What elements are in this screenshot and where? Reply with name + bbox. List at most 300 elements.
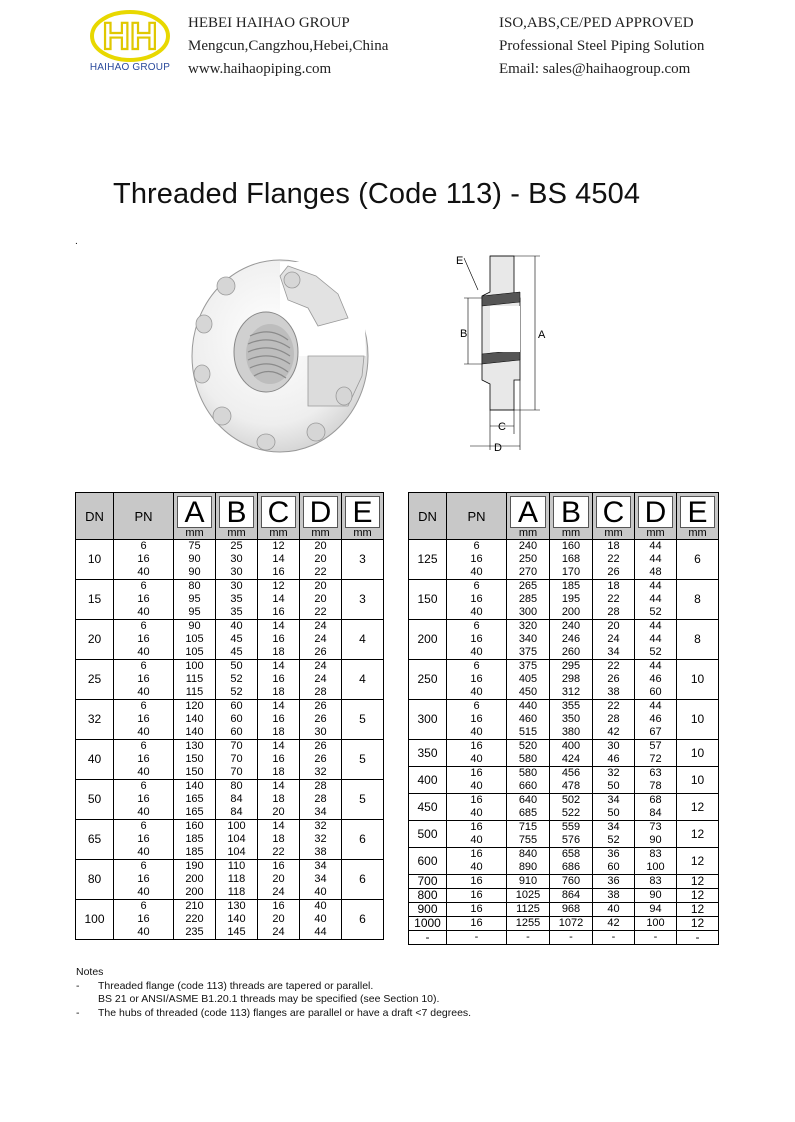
note-bullet: -: [76, 1006, 80, 1019]
company-logo: [88, 10, 172, 78]
table-row: [409, 767, 719, 781]
dimensions-table-right: [408, 492, 719, 945]
flange-3d-illustration: [188, 256, 372, 456]
cell-pn: 16: [447, 713, 507, 726]
cell-dn: 32: [76, 700, 114, 740]
cell-pn: 16: [114, 633, 174, 646]
cell-c: 14: [258, 593, 300, 606]
cell-b: 968: [550, 903, 593, 917]
table-row: [76, 846, 384, 860]
cell-pn: 6: [114, 620, 174, 634]
table-row: [76, 740, 384, 754]
cell-a: 375: [507, 660, 550, 674]
flange-section-drawing: [448, 250, 558, 460]
table-row: [409, 620, 719, 634]
cell-b: 168: [550, 553, 593, 566]
cell-pn: 40: [447, 753, 507, 767]
cell-pn: 16: [114, 833, 174, 846]
cell-e: 4: [342, 660, 384, 700]
cell-a: 140: [174, 780, 216, 794]
cell-d: 94: [635, 903, 677, 917]
cell-dn: 350: [409, 740, 447, 767]
cell-c: 36: [593, 875, 635, 889]
table-row: [76, 766, 384, 780]
cell-a: 405: [507, 673, 550, 686]
cell-d: 34: [300, 806, 342, 820]
cell-a: 890: [507, 861, 550, 875]
cell-c: 14: [258, 820, 300, 834]
cell-pn: 40: [114, 686, 174, 700]
cell-d: 28: [300, 686, 342, 700]
table-row: [76, 606, 384, 620]
note-text: BS 21 or ANSI/ASME B1.20.1 threads may be specified (see Section 10).: [98, 993, 440, 1006]
cell-c: 16: [258, 713, 300, 726]
cell-d: 38: [300, 846, 342, 860]
table-row: [76, 660, 384, 674]
table-row: [76, 553, 384, 566]
cell-b: 240: [550, 620, 593, 634]
cell-d: 28: [300, 780, 342, 794]
cell-pn: 16: [114, 673, 174, 686]
cell-d: 83: [635, 848, 677, 862]
cell-c: 20: [258, 873, 300, 886]
cell-dn: 500: [409, 821, 447, 848]
cell-b: 70: [216, 766, 258, 780]
cell-a: -: [507, 931, 550, 945]
cell-a: 150: [174, 753, 216, 766]
cell-pn: 16: [447, 821, 507, 835]
cell-d: -: [635, 931, 677, 945]
cell-pn: 16: [447, 889, 507, 903]
cell-dn: 900: [409, 903, 447, 917]
table-row: [76, 886, 384, 900]
logo-graphic: [88, 10, 172, 62]
cell-c: 16: [258, 900, 300, 914]
cell-c: -: [593, 931, 635, 945]
cell-pn: 16: [114, 873, 174, 886]
table-row: [409, 606, 719, 620]
cell-b: 52: [216, 686, 258, 700]
table-row: [76, 646, 384, 660]
cell-pn: 6: [114, 860, 174, 874]
cell-c: 24: [258, 886, 300, 900]
cell-c: 20: [258, 806, 300, 820]
cell-pn: 16: [447, 917, 507, 931]
table-row: [409, 713, 719, 726]
cell-pn: 40: [447, 606, 507, 620]
cell-c: 24: [593, 633, 635, 646]
table-row: [409, 821, 719, 835]
cell-pn: 40: [447, 861, 507, 875]
cell-a: 190: [174, 860, 216, 874]
cell-c: 22: [258, 846, 300, 860]
cell-c: 38: [593, 686, 635, 700]
cell-d: 32: [300, 820, 342, 834]
table-row: [409, 686, 719, 700]
cell-d: 26: [300, 713, 342, 726]
table-row: [76, 686, 384, 700]
cell-d: 40: [300, 886, 342, 900]
cell-b: 502: [550, 794, 593, 808]
cell-d: 28: [300, 793, 342, 806]
cell-dn: 80: [76, 860, 114, 900]
label-c: C: [498, 421, 506, 433]
cell-e: 10: [677, 660, 719, 700]
cell-b: 60: [216, 726, 258, 740]
cell-pn: 16: [447, 740, 507, 754]
cell-d: 48: [635, 566, 677, 580]
label-e: E: [456, 255, 464, 267]
table-row: [76, 566, 384, 580]
cell-d: 20: [300, 580, 342, 594]
cell-pn: -: [447, 931, 507, 945]
cell-d: 34: [300, 860, 342, 874]
cell-a: 715: [507, 821, 550, 835]
cell-d: 100: [635, 917, 677, 931]
company-website[interactable]: www.haihaopiping.com: [188, 61, 332, 77]
cell-c: 14: [258, 780, 300, 794]
table-row: [409, 646, 719, 660]
cell-dn: 450: [409, 794, 447, 821]
cell-b: 84: [216, 806, 258, 820]
header-d: D mm: [300, 493, 342, 540]
table-row: [409, 780, 719, 794]
note-text: Threaded flange (code 113) threads are tapered or parallel.: [98, 979, 374, 992]
cell-a: 640: [507, 794, 550, 808]
table-row: [409, 633, 719, 646]
cell-c: 46: [593, 753, 635, 767]
cell-b: 70: [216, 753, 258, 766]
cell-b: 298: [550, 673, 593, 686]
cell-c: 34: [593, 794, 635, 808]
cell-b: 295: [550, 660, 593, 674]
cell-c: 16: [258, 753, 300, 766]
note-item: [76, 980, 471, 994]
cell-a: 90: [174, 620, 216, 634]
label-a: A: [538, 329, 546, 341]
notes-section: [76, 966, 471, 1020]
cell-c: 14: [258, 553, 300, 566]
cell-d: 34: [300, 873, 342, 886]
cell-d: 83: [635, 875, 677, 889]
cell-d: 20: [300, 593, 342, 606]
table-row: [409, 726, 719, 740]
cell-d: 44: [635, 540, 677, 554]
cell-d: 46: [635, 713, 677, 726]
cell-a: 75: [174, 540, 216, 554]
cell-dn: 20: [76, 620, 114, 660]
cell-e: 10: [677, 740, 719, 767]
cell-a: 220: [174, 913, 216, 926]
table-row: [409, 566, 719, 580]
cell-a: 115: [174, 686, 216, 700]
cell-dn: 100: [76, 900, 114, 940]
cell-c: 34: [593, 646, 635, 660]
cell-d: 26: [300, 740, 342, 754]
cell-pn: 6: [447, 620, 507, 634]
cell-b: 380: [550, 726, 593, 740]
cell-c: 26: [593, 673, 635, 686]
cell-b: 84: [216, 793, 258, 806]
cell-d: 67: [635, 726, 677, 740]
cell-pn: 40: [114, 926, 174, 940]
header-c: C mm: [593, 493, 635, 540]
cell-pn: 16: [447, 794, 507, 808]
cell-a: 130: [174, 740, 216, 754]
cell-dn: -: [409, 931, 447, 945]
cell-c: 16: [258, 606, 300, 620]
cell-c: 22: [593, 660, 635, 674]
cell-pn: 6: [447, 660, 507, 674]
cell-a: 120: [174, 700, 216, 714]
cell-dn: 15: [76, 580, 114, 620]
header-c: C mm: [258, 493, 300, 540]
table-row: [409, 848, 719, 862]
header-a: A mm: [507, 493, 550, 540]
table-row: [76, 793, 384, 806]
cell-e: 3: [342, 580, 384, 620]
page-title: Threaded Flanges (Code 113) - BS 4504: [113, 178, 641, 210]
cell-b: 52: [216, 673, 258, 686]
cell-a: 375: [507, 646, 550, 660]
cell-c: 18: [258, 793, 300, 806]
table-row: [76, 900, 384, 914]
cell-b: 760: [550, 875, 593, 889]
cell-c: 22: [593, 553, 635, 566]
cell-a: 1125: [507, 903, 550, 917]
cell-pn: 6: [447, 540, 507, 554]
cell-b: 140: [216, 913, 258, 926]
cell-a: 270: [507, 566, 550, 580]
cell-d: 46: [635, 673, 677, 686]
cell-a: 755: [507, 834, 550, 848]
cell-c: 18: [258, 646, 300, 660]
cell-dn: 400: [409, 767, 447, 794]
cell-pn: 16: [447, 848, 507, 862]
cell-b: 50: [216, 660, 258, 674]
cell-b: 1072: [550, 917, 593, 931]
cell-pn: 16: [114, 753, 174, 766]
cell-c: 22: [593, 593, 635, 606]
cell-dn: 800: [409, 889, 447, 903]
cell-a: 150: [174, 766, 216, 780]
cell-b: 522: [550, 807, 593, 821]
cell-b: 35: [216, 606, 258, 620]
cell-a: 515: [507, 726, 550, 740]
cell-c: 18: [258, 766, 300, 780]
table-row: [409, 660, 719, 674]
cell-b: 40: [216, 620, 258, 634]
cell-c: 18: [258, 833, 300, 846]
cell-b: 70: [216, 740, 258, 754]
cell-pn: 40: [447, 726, 507, 740]
cell-a: 340: [507, 633, 550, 646]
cell-d: 32: [300, 766, 342, 780]
cell-a: 165: [174, 806, 216, 820]
cell-e: 12: [677, 889, 719, 903]
cell-c: 50: [593, 807, 635, 821]
table-row: [409, 580, 719, 594]
cell-dn: 1000: [409, 917, 447, 931]
cell-b: 350: [550, 713, 593, 726]
header-b: B mm: [216, 493, 258, 540]
cell-pn: 40: [114, 646, 174, 660]
cell-pn: 6: [447, 700, 507, 714]
cell-b: 456: [550, 767, 593, 781]
cell-e: 10: [677, 700, 719, 740]
cell-b: 424: [550, 753, 593, 767]
cell-b: 35: [216, 593, 258, 606]
table-row: [409, 673, 719, 686]
cell-c: 14: [258, 740, 300, 754]
table-row: [409, 917, 719, 931]
cell-c: 22: [593, 700, 635, 714]
company-email[interactable]: Email: sales@haihaogroup.com: [499, 61, 691, 77]
logo-caption: HAIHAO GROUP: [89, 62, 171, 73]
cell-e: 6: [342, 860, 384, 900]
cell-d: 26: [300, 753, 342, 766]
cell-c: 28: [593, 713, 635, 726]
note-bullet: -: [76, 979, 80, 992]
cell-d: 44: [635, 593, 677, 606]
cell-d: 32: [300, 833, 342, 846]
cell-a: 90: [174, 553, 216, 566]
note-item: [76, 993, 471, 1007]
table-row: [409, 931, 719, 945]
cell-e: 5: [342, 740, 384, 780]
cell-pn: 40: [447, 566, 507, 580]
table-row: [409, 593, 719, 606]
tagline: Professional Steel Piping Solution: [499, 38, 705, 54]
table-row: [76, 753, 384, 766]
cell-a: 200: [174, 886, 216, 900]
table-row: [409, 700, 719, 714]
cell-a: 185: [174, 846, 216, 860]
cell-d: 26: [300, 700, 342, 714]
logo-letters: HH: [102, 16, 158, 58]
cell-d: 20: [300, 540, 342, 554]
cell-b: 30: [216, 566, 258, 580]
table-row: [409, 553, 719, 566]
cell-dn: 200: [409, 620, 447, 660]
cell-dn: 25: [76, 660, 114, 700]
cell-pn: 16: [447, 903, 507, 917]
cell-c: 42: [593, 726, 635, 740]
cell-c: 30: [593, 740, 635, 754]
cell-dn: 10: [76, 540, 114, 580]
cell-e: 12: [677, 794, 719, 821]
cell-b: 160: [550, 540, 593, 554]
cell-c: 26: [593, 566, 635, 580]
cell-pn: 6: [114, 580, 174, 594]
cell-a: 520: [507, 740, 550, 754]
table-row: [76, 833, 384, 846]
cell-e: 12: [677, 821, 719, 848]
cell-a: 580: [507, 753, 550, 767]
cell-b: 246: [550, 633, 593, 646]
cell-d: 24: [300, 660, 342, 674]
cell-d: 26: [300, 646, 342, 660]
cell-b: 400: [550, 740, 593, 754]
dimensions-table-left: [75, 492, 384, 940]
note-text: The hubs of threaded (code 113) flanges are parallel or have a draft <7 degrees.: [98, 1006, 472, 1019]
company-info: [188, 12, 388, 81]
cell-pn: 6: [114, 780, 174, 794]
cell-b: 45: [216, 633, 258, 646]
cell-pn: 40: [447, 834, 507, 848]
cell-a: 910: [507, 875, 550, 889]
cell-a: 185: [174, 833, 216, 846]
cell-pn: 16: [447, 767, 507, 781]
cell-dn: 600: [409, 848, 447, 875]
cell-a: 115: [174, 673, 216, 686]
cell-d: 44: [635, 700, 677, 714]
cell-pn: 16: [447, 875, 507, 889]
cell-e: 3: [342, 540, 384, 580]
cell-a: 200: [174, 873, 216, 886]
cell-c: 28: [593, 606, 635, 620]
cell-a: 685: [507, 807, 550, 821]
cell-pn: 16: [447, 553, 507, 566]
cell-e: 8: [677, 620, 719, 660]
header-e: E mm: [677, 493, 719, 540]
cell-d: 68: [635, 794, 677, 808]
cell-b: 170: [550, 566, 593, 580]
cell-b: 478: [550, 780, 593, 794]
cell-d: 44: [635, 620, 677, 634]
table-row: [76, 913, 384, 926]
cell-d: 78: [635, 780, 677, 794]
table-row: [76, 820, 384, 834]
cell-pn: 6: [114, 700, 174, 714]
cell-a: 90: [174, 566, 216, 580]
table-row: [76, 620, 384, 634]
cell-a: 840: [507, 848, 550, 862]
cell-pn: 6: [114, 540, 174, 554]
cell-a: 160: [174, 820, 216, 834]
cell-c: 14: [258, 620, 300, 634]
cell-pn: 40: [114, 726, 174, 740]
cell-e: -: [677, 931, 719, 945]
cell-e: 6: [342, 900, 384, 940]
cell-b: 110: [216, 860, 258, 874]
cell-c: 18: [593, 580, 635, 594]
cell-b: 45: [216, 646, 258, 660]
cell-a: 580: [507, 767, 550, 781]
cell-pn: 16: [114, 593, 174, 606]
cell-d: 24: [300, 620, 342, 634]
cell-d: 40: [300, 913, 342, 926]
table-row: [409, 740, 719, 754]
cell-a: 440: [507, 700, 550, 714]
table-row: [409, 875, 719, 889]
cell-pn: 6: [447, 580, 507, 594]
cell-b: -: [550, 931, 593, 945]
cell-b: 260: [550, 646, 593, 660]
table-row: [76, 806, 384, 820]
cell-e: 10: [677, 767, 719, 794]
cell-pn: 40: [447, 780, 507, 794]
cell-pn: 16: [114, 553, 174, 566]
cell-dn: 40: [76, 740, 114, 780]
cell-pn: 16: [447, 673, 507, 686]
cell-d: 73: [635, 821, 677, 835]
cell-c: 36: [593, 848, 635, 862]
header-a: A mm: [174, 493, 216, 540]
table-row: [76, 780, 384, 794]
cell-pn: 16: [114, 913, 174, 926]
cell-d: 52: [635, 606, 677, 620]
